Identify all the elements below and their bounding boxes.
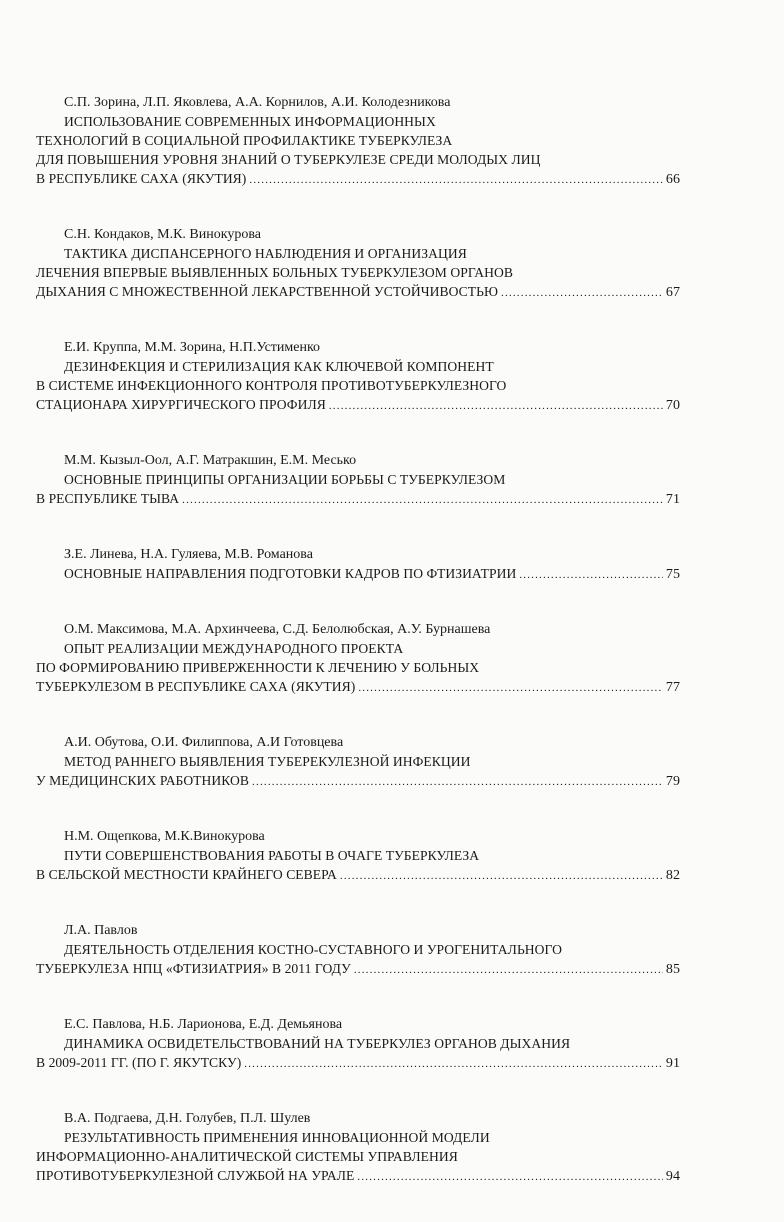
entry-page-number[interactable]: 71 [665, 492, 680, 507]
entry-title-line: ДЕЯТЕЛЬНОСТЬ ОТДЕЛЕНИЯ КОСТНО-СУСТАВНОГО И УРОГЕНИТАЛЬНОГО [64, 942, 562, 957]
entry-title-line [36, 489, 680, 510]
entry-title-line [36, 564, 680, 585]
entry-title-text: ТУБЕРКУЛЕЗОМ В РЕСПУБЛИКЕ САХА (ЯКУТИЯ) [36, 679, 356, 694]
toc-entry [36, 338, 680, 416]
entry-title-line: ЛЕЧЕНИЯ ВПЕРВЫЕ ВЫЯВЛЕННЫХ БОЛЬНЫХ ТУБЕРКУЛЕЗОМ ОРГАНОВ [36, 265, 513, 280]
entry-page-number[interactable]: 70 [665, 398, 680, 413]
entry-title-line [36, 169, 680, 190]
entry-title-line: ОПЫТ РЕАЛИЗАЦИИ МЕЖДУНАРОДНОГО ПРОЕКТА [64, 641, 404, 656]
toc-entry [36, 225, 680, 303]
entry-title-text: У МЕДИЦИНСКИХ РАБОТНИКОВ [36, 773, 250, 788]
table-of-contents [36, 93, 680, 1222]
dot-leader [329, 397, 663, 416]
toc-entry [36, 545, 680, 585]
entry-title-text: В СЕЛЬСКОЙ МЕСТНОСТИ КРАЙНЕГО СЕВЕРА [36, 867, 337, 882]
toc-entry [36, 1015, 680, 1074]
entry-title-text: ТУБЕРКУЛЕЗА НПЦ «ФТИЗИАТРИЯ» В 2011 ГОДУ [36, 961, 351, 976]
entry-authors: В.А. Подгаева, Д.Н. Голубев, П.Л. Шулев [64, 1111, 311, 1126]
entry-authors: Н.М. Ощепкова, М.К.Винокурова [64, 829, 265, 844]
entry-title-text: В РЕСПУБЛИКЕ ТЫВА [36, 491, 180, 506]
entry-title-text: В РЕСПУБЛИКЕ САХА (ЯКУТИЯ) [36, 171, 247, 186]
entry-title-line: ДЛЯ ПОВЫШЕНИЯ УРОВНЯ ЗНАНИЙ О ТУБЕРКУЛЕЗЕ СРЕДИ МОЛОДЫХ ЛИЦ [36, 152, 541, 167]
entry-page-number[interactable]: 67 [665, 285, 680, 300]
entry-authors: С.П. Зорина, Л.П. Яковлева, А.А. Корнилов, А.И. Колодезникова [64, 95, 451, 110]
entry-title-line: ОСНОВНЫЕ ПРИНЦИПЫ ОРГАНИЗАЦИИ БОРЬБЫ С ТУБЕРКУЛЕЗОМ [64, 472, 506, 487]
entry-authors: С.Н. Кондаков, М.К. Винокурова [64, 227, 261, 242]
entry-title-line [36, 865, 680, 886]
entry-authors: Л.А. Павлов [64, 923, 138, 938]
entry-title-line [36, 1053, 680, 1074]
entry-title-line: РЕЗУЛЬТАТИВНОСТЬ ПРИМЕНЕНИЯ ИННОВАЦИОННОЙ МОДЕЛИ [64, 1130, 490, 1145]
entry-title-line [36, 677, 680, 698]
dot-leader [252, 773, 663, 792]
dot-leader [358, 679, 663, 698]
entry-authors: З.Е. Линева, Н.А. Гуляева, М.В. Романова [64, 547, 313, 562]
entry-title-text: В 2009-2011 ГГ. (ПО Г. ЯКУТСКУ) [36, 1055, 242, 1070]
entry-title-line [36, 282, 680, 303]
toc-entry [36, 733, 680, 792]
dot-leader [340, 867, 663, 886]
dot-leader [249, 171, 663, 190]
entry-page-number[interactable]: 82 [665, 868, 680, 883]
toc-entry [36, 451, 680, 510]
toc-entry [36, 827, 680, 886]
entry-title-line [36, 771, 680, 792]
entry-page-number[interactable]: 75 [665, 567, 680, 582]
entry-title-text: ПРОТИВОТУБЕРКУЛЕЗНОЙ СЛУЖБОЙ НА УРАЛЕ [36, 1168, 355, 1183]
entry-page-number[interactable]: 79 [665, 774, 680, 789]
entry-authors: А.И. Обутова, О.И. Филиппова, А.И Готовцева [64, 735, 344, 750]
entry-authors: Е.И. Круппа, М.М. Зорина, Н.П.Устименко [64, 340, 321, 355]
entry-title-line: ИСПОЛЬЗОВАНИЕ СОВРЕМЕННЫХ ИНФОРМАЦИОННЫХ [64, 114, 436, 129]
dot-leader [244, 1055, 663, 1074]
entry-title-text: ДЫХАНИЯ С МНОЖЕСТВЕННОЙ ЛЕКАРСТВЕННОЙ УСТОЙЧИВОСТЬЮ [36, 284, 498, 299]
entry-title-line: ТАКТИКА ДИСПАНСЕРНОГО НАБЛЮДЕНИЯ И ОРГАНИЗАЦИЯ [64, 246, 467, 261]
entry-page-number[interactable]: 85 [665, 962, 680, 977]
toc-entry [36, 620, 680, 698]
dot-leader [501, 284, 663, 303]
entry-title-line: В СИСТЕМЕ ИНФЕКЦИОННОГО КОНТРОЛЯ ПРОТИВОТУБЕРКУЛЕЗНОГО [36, 378, 507, 393]
entry-title-text: СТАЦИОНАРА ХИРУРГИЧЕСКОГО ПРОФИЛЯ [36, 397, 326, 412]
entry-page-number[interactable]: 94 [665, 1169, 680, 1184]
entry-title-line [36, 1166, 680, 1187]
entry-page-number[interactable]: 77 [665, 680, 680, 695]
entry-title-line: ТЕХНОЛОГИЙ В СОЦИАЛЬНОЙ ПРОФИЛАКТИКЕ ТУБЕРКУЛЕЗА [36, 133, 453, 148]
entry-authors: Е.С. Павлова, Н.Б. Ларионова, Е.Д. Демьянова [64, 1017, 343, 1032]
entry-authors: О.М. Максимова, М.А. Архинчеева, С.Д. Белолюбская, А.У. Бурнашева [64, 622, 491, 637]
entry-title-text: ОСНОВНЫЕ НАПРАВЛЕНИЯ ПОДГОТОВКИ КАДРОВ ПО ФТИЗИАТРИИ [64, 566, 517, 581]
entry-title-line: ДИНАМИКА ОСВИДЕТЕЛЬСТВОВАНИЙ НА ТУБЕРКУЛЕЗ ОРГАНОВ ДЫХАНИЯ [64, 1036, 571, 1051]
entry-title-line [36, 395, 680, 416]
dot-leader [519, 566, 663, 585]
entry-title-line [36, 959, 680, 980]
entry-title-line: ИНФОРМАЦИОННО-АНАЛИТИЧЕСКОЙ СИСТЕМЫ УПРАВЛЕНИЯ [36, 1149, 458, 1164]
toc-entry [36, 921, 680, 980]
dot-leader [357, 1168, 663, 1187]
entry-page-number[interactable]: 91 [665, 1056, 680, 1071]
entry-title-line: ДЕЗИНФЕКЦИЯ И СТЕРИЛИЗАЦИЯ КАК КЛЮЧЕВОЙ КОМПОНЕНТ [64, 359, 494, 374]
toc-entry [36, 93, 680, 190]
dot-leader [182, 491, 663, 510]
entry-title-line: ПО ФОРМИРОВАНИЮ ПРИВЕРЖЕННОСТИ К ЛЕЧЕНИЮ У БОЛЬНЫХ [36, 660, 480, 675]
entry-page-number[interactable]: 66 [665, 172, 680, 187]
entry-title-line: ПУТИ СОВЕРШЕНСТВОВАНИЯ РАБОТЫ В ОЧАГЕ ТУБЕРКУЛЕЗА [64, 848, 480, 863]
entry-title-line: МЕТОД РАННЕГО ВЫЯВЛЕНИЯ ТУБЕРЕКУЛЕЗНОЙ ИНФЕКЦИИ [64, 754, 471, 769]
entry-authors: М.М. Кызыл-Оол, А.Г. Матракшин, Е.М. Месько [64, 453, 357, 468]
dot-leader [354, 961, 663, 980]
toc-entry [36, 1109, 680, 1187]
